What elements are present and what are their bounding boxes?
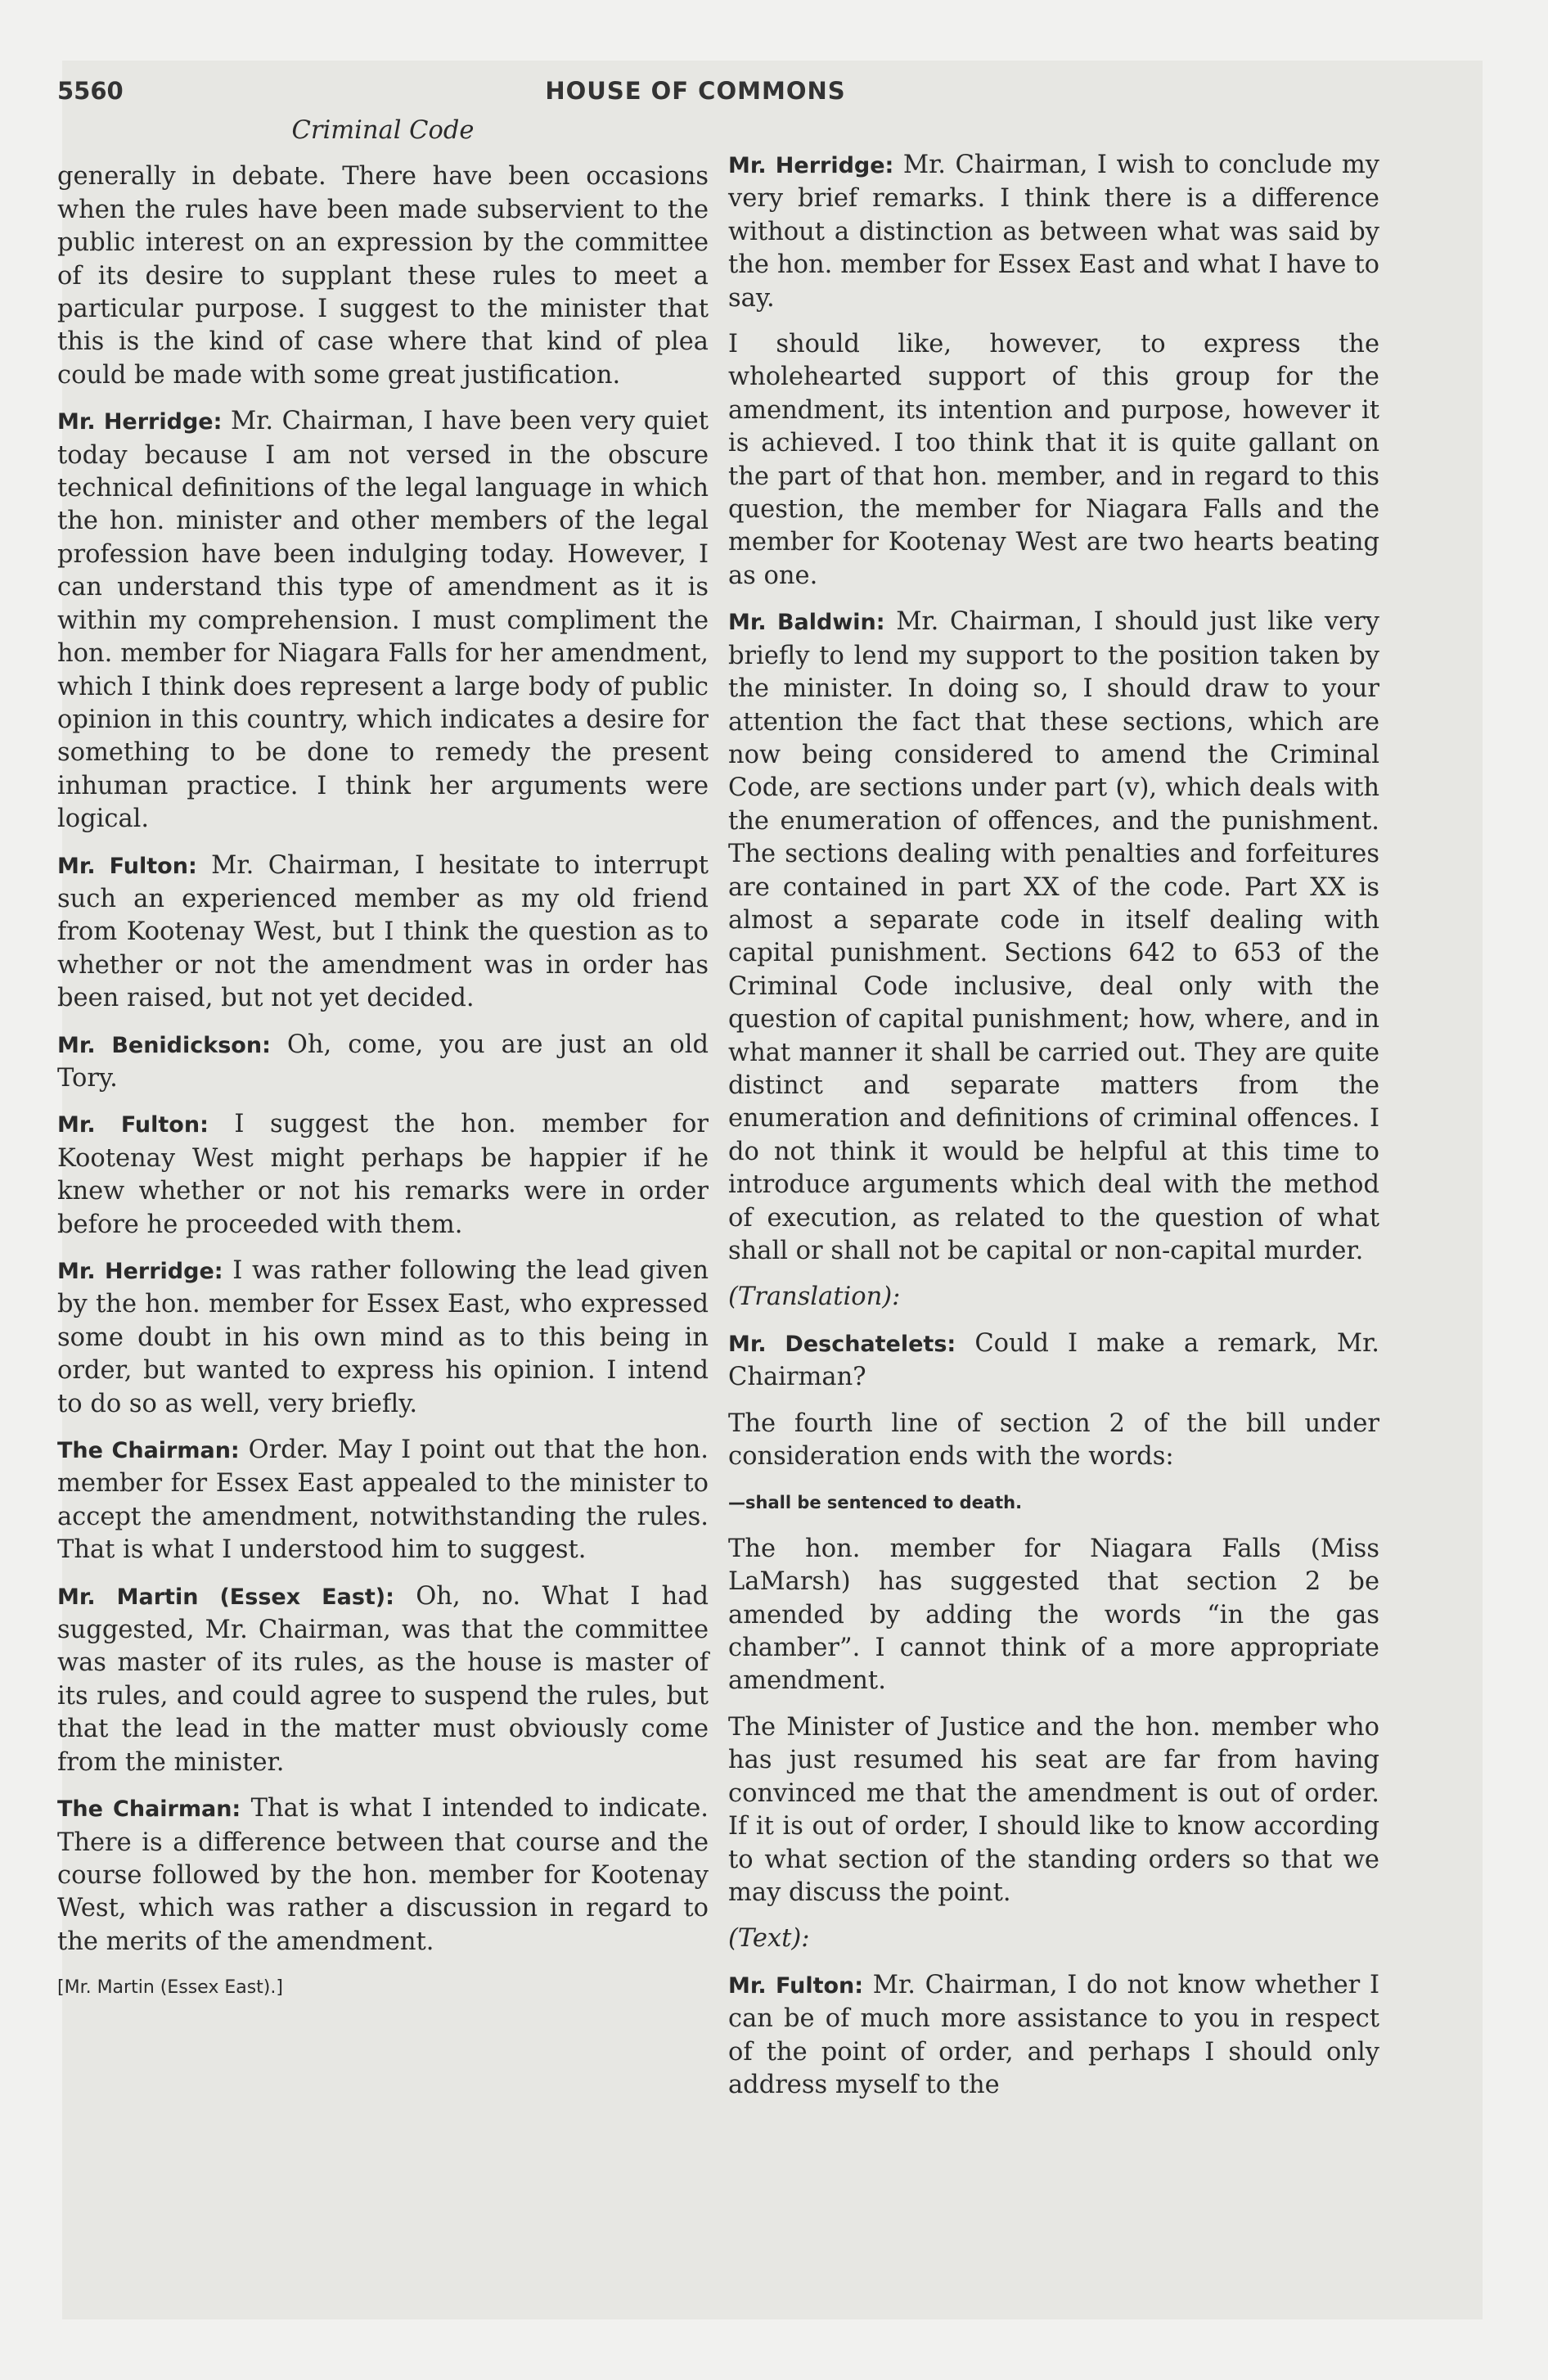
- paragraph: Mr. Herridge: I was rather following the lead given by the hon. member for Essex East, who expressed some doubt in his own mind as to this being in order, but wanted to express his opinion. I intend to do so as well, very briefly.: [57, 1256, 709, 1418]
- paragraph: The Minister of Justice and the hon. member who has just resumed his seat are far from having convinced me that the amendment is out of order. If it is out of order, I should like to know according to what section of the standing orders so that we may discuss the point.: [728, 1712, 1379, 1907]
- paragraph: I should like, however, to express the wholehearted support of this group for the amendment, its intention and purpose, however it is achieved. I too think that it is quite gallant on the part of that hon. member, and in regard to this question, the member for Niagara Falls and the member for Kootenay West are two hearts beating as one.: [728, 330, 1379, 590]
- paragraph: Mr. Herridge: Mr. Chairman, I have been very quiet today because I am not versed in the obscure technical definitions of the legal language in which the hon. minister and other members of the legal profession have been indulging today. However, I can understand this type of amendment as it is within my comprehension. I must compliment the hon. member for Niagara Falls for her amendment, which I think does represent a large body of public opinion in this country, which indicates a desire for something to be done to remedy the present inhuman practice. I think her arguments were logical.: [57, 407, 709, 834]
- paragraph: Mr. Benidickson: Oh, come, you are just an old Tory.: [57, 1030, 709, 1093]
- speaker-name: Mr. Benidickson:: [57, 1032, 271, 1058]
- right-column: [728, 149, 1379, 2115]
- page-number: 5560: [57, 77, 124, 105]
- paragraph: The hon. member for Niagara Falls (Miss LaMarsh) has suggested that section 2 be amended by adding the words “in the gas chamber”. I cannot think of a more appropriate amendment.: [728, 1534, 1379, 1696]
- paragraph: generally in debate. There have been occasions when the rules have been made subservient to the public interest on an expression by the committee of its desire to supplant these rules to meet a particular purpose. I suggest to the minister that this is the kind of case where that kind of plea could be made with some great justification.: [57, 162, 709, 390]
- speaker-name: Mr. Fulton:: [57, 1112, 209, 1138]
- speaker-name: Mr. Martin (Essex East):: [57, 1584, 394, 1610]
- speaker-name: Mr. Herridge:: [728, 153, 894, 178]
- paragraph: Mr. Baldwin: Mr. Chairman, I should just like very briefly to lend my support to the position taken by the minister. In doing so, I should draw to your attention the fact that these sections, which are now being considered to amend the Criminal Code, are sections under part (v), which deals with the enumeration of offences, and the punishment. The sections dealing with penalties and forfeitures are contained in part XX of the code. Part XX is almost a separate code in itself dealing with capital punishment. Sections 642 to 653 of the Criminal Code inclusive, deal only with the question of capital punishment; how, where, and in what manner it shall be carried out. They are quite distinct and separate matters from the enumeration and definitions of criminal offences. I do not think it would be helpful at this time to introduce arguments which deal with the method of execution, as related to the question of what shall or shall not be capital or non-capital murder.: [728, 607, 1379, 1265]
- paragraph: The fourth line of section 2 of the bill under consideration ends with the words:: [728, 1409, 1379, 1472]
- paragraph: Mr. Martin (Essex East): Oh, no. What I had suggested, Mr. Chairman, was that the committee was master of its rules, as the house is master of its rules, and could agree to suspend the rules, but that the lead in the matter must obviously come from the minister.: [57, 1581, 709, 1777]
- speaker-name: The Chairman:: [57, 1796, 241, 1823]
- footer-reference: [Mr. Martin (Essex East).]: [57, 1977, 283, 1999]
- running-head: HOUSE OF COMMONS: [545, 77, 846, 105]
- speaker-name: Mr. Fulton:: [57, 853, 197, 879]
- speaker-name: Mr. Herridge:: [57, 409, 223, 435]
- paragraph: Mr. Deschatelets: Could I make a remark, Mr. Chairman?: [728, 1328, 1379, 1392]
- block-quote: —shall be sentenced to death.: [728, 1493, 1023, 1513]
- speaker-name: Mr. Deschatelets:: [728, 1331, 956, 1357]
- paragraph: Mr. Fulton: I suggest the hon. member for Kootenay West might perhaps be happier if he knew whether or not his remarks were in order before he proceeded with them.: [57, 1110, 709, 1239]
- paragraph: The Chairman: That is what I intended to indicate. There is a difference between that course and the course followed by the hon. member for Kootenay West, which was rather a discussion in regard to the merits of the amendment.: [57, 1794, 709, 1956]
- paragraph: Mr. Fulton: Mr. Chairman, I hesitate to interrupt such an experienced member as my old friend from Kootenay West, but I think the question as to whether or not the amendment was in order has been raised, but not yet decided.: [57, 850, 709, 1013]
- translation-heading: (Translation):: [728, 1282, 901, 1312]
- text-heading: (Text):: [728, 1924, 810, 1954]
- speaker-name: Mr. Baldwin:: [728, 610, 885, 636]
- speaker-name: The Chairman:: [57, 1438, 240, 1464]
- speaker-name: Mr. Herridge:: [57, 1259, 223, 1284]
- left-column: [57, 115, 709, 2005]
- paragraph: The Chairman: Order. May I point out that the hon. member for Essex East appealed to the minister to accept the amendment, notwithstanding the rules. That is what I understood him to suggest.: [57, 1436, 709, 1565]
- paragraph: Mr. Fulton: Mr. Chairman, I do not know whether I can be of much more assistance to you in respect of the point of order, and perhaps I should only address myself to the: [728, 1970, 1379, 2099]
- section-title: Criminal Code: [291, 116, 475, 145]
- paragraph: Mr. Herridge: Mr. Chairman, I wish to conclude my very brief remarks. I think there is a difference without a distinction as between what was said by the hon. member for Essex East and what I have to say.: [728, 151, 1379, 313]
- speaker-name: Mr. Fulton:: [728, 1972, 864, 1999]
